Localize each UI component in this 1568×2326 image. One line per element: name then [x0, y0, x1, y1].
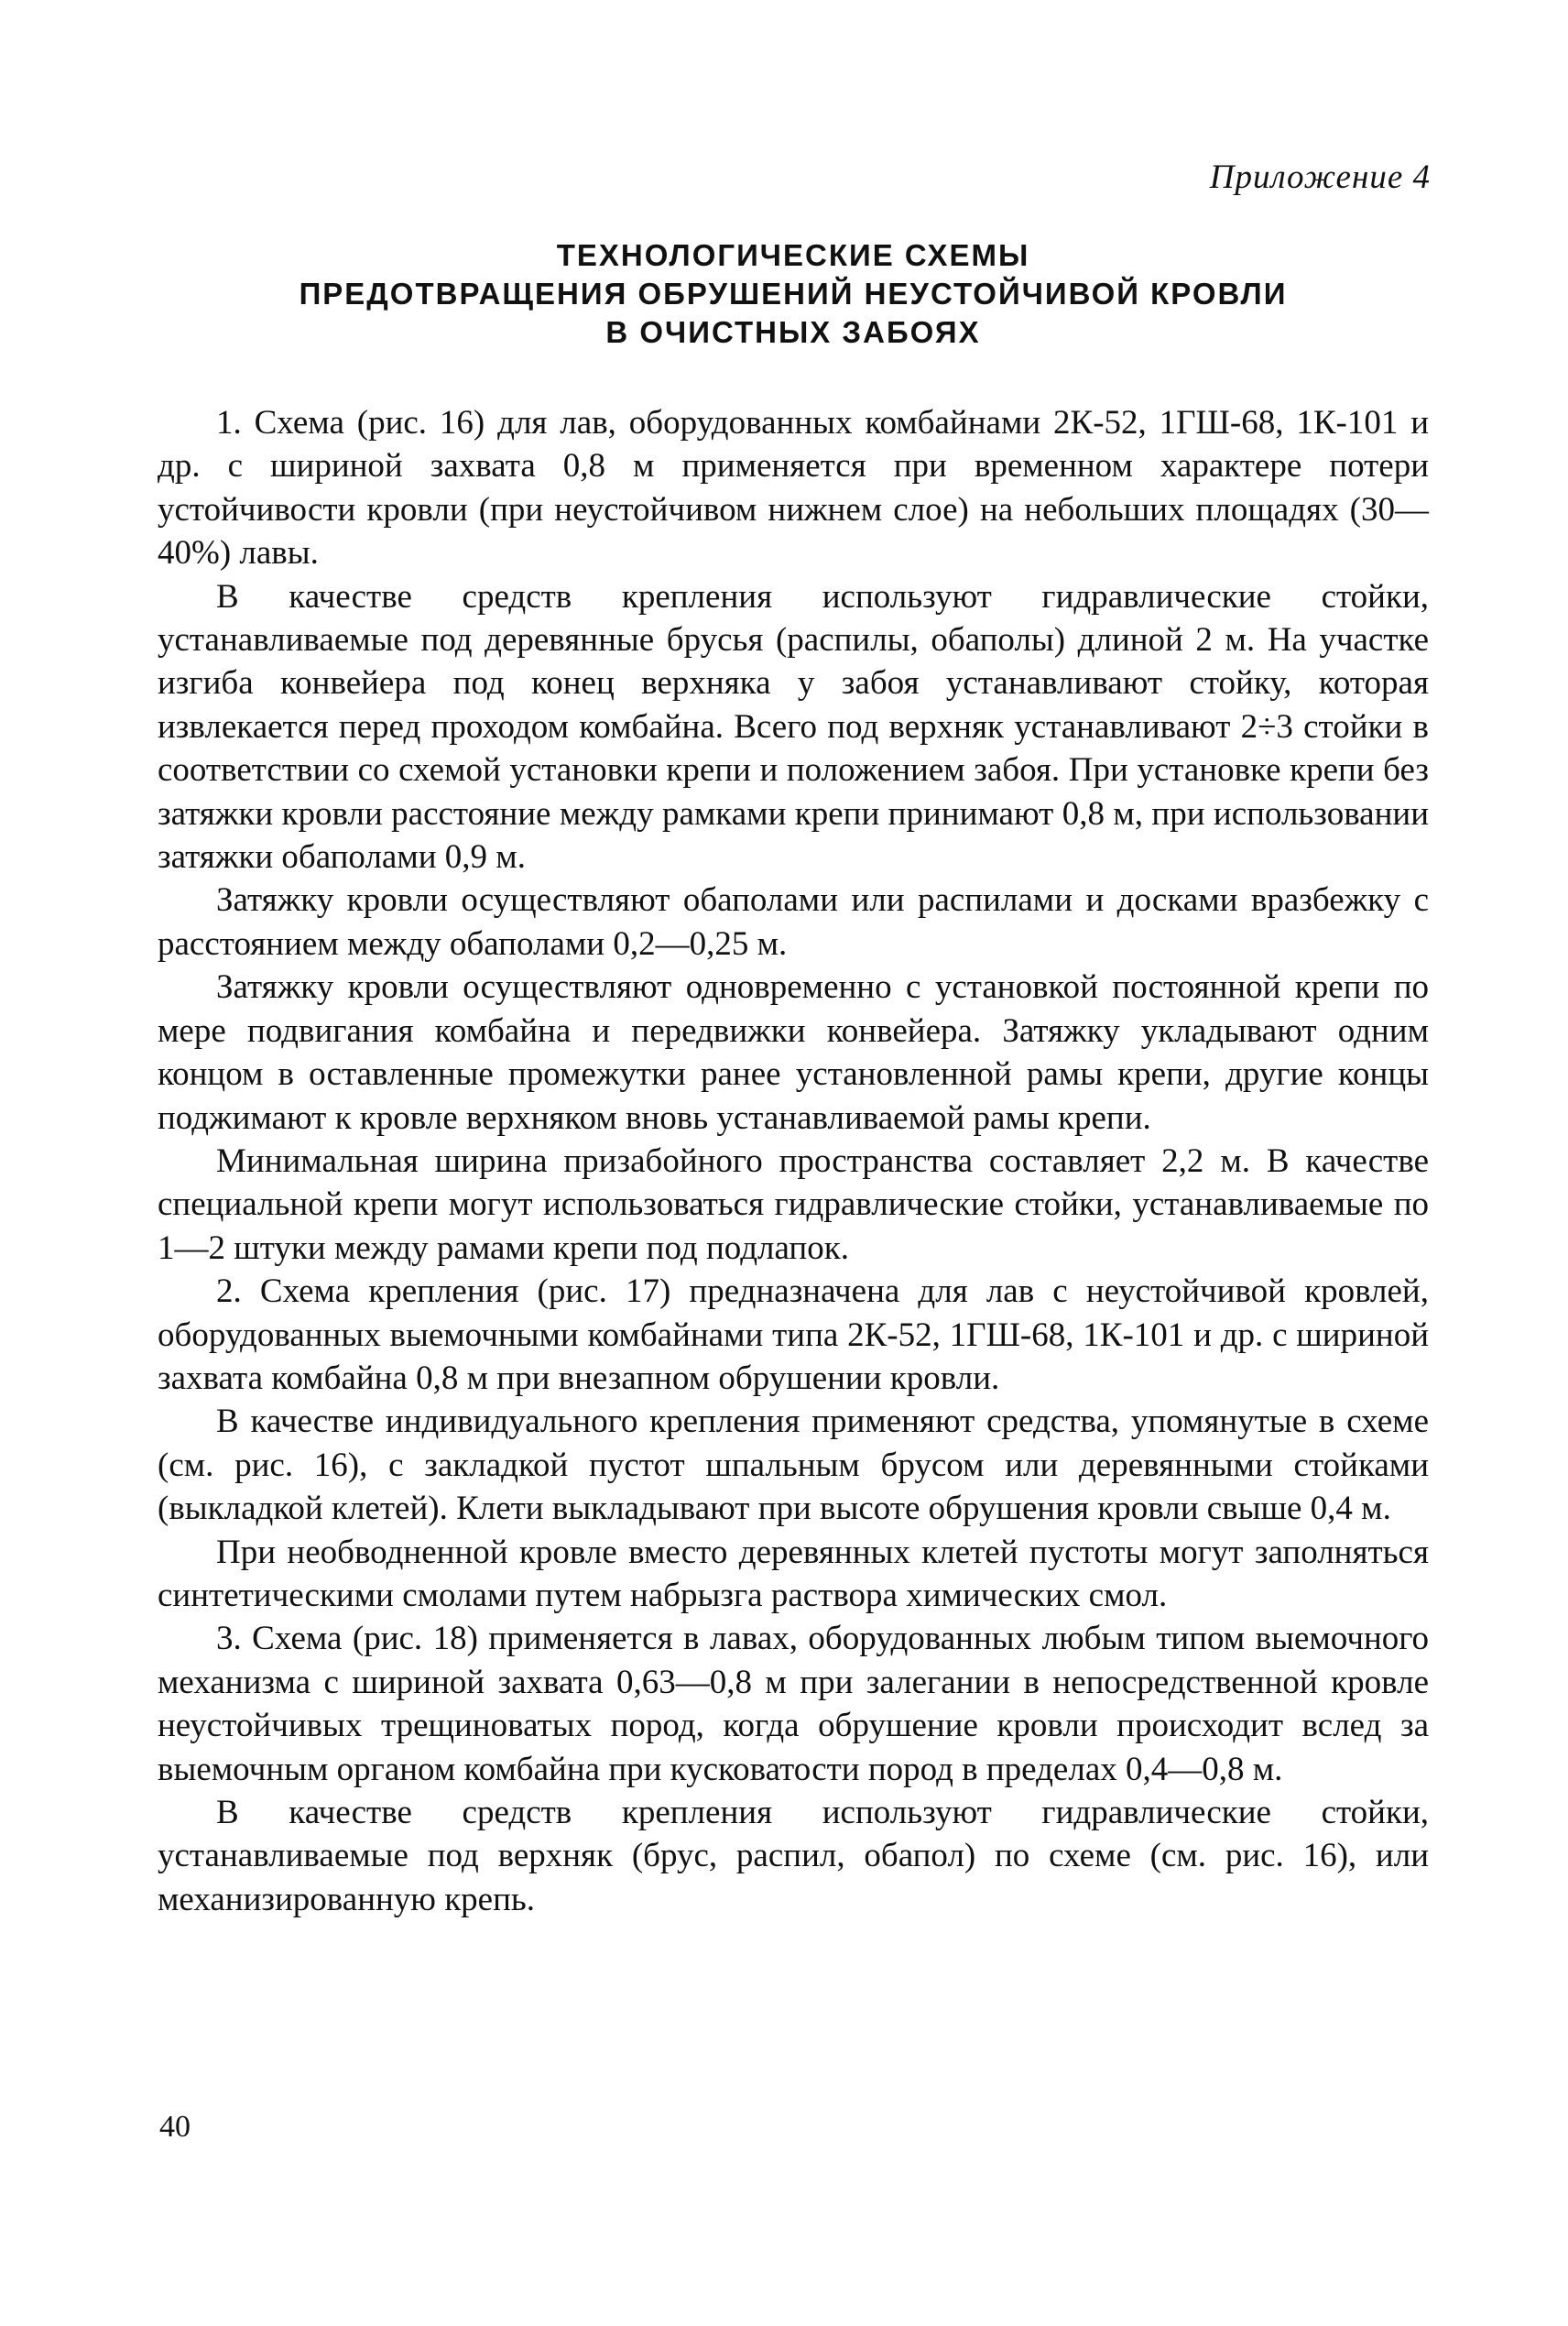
- title-line: ТЕХНОЛОГИЧЕСКИЕ СХЕМЫ: [556, 238, 1030, 272]
- title-line: ПРЕДОТВРАЩЕНИЯ ОБРУШЕНИЙ НЕУСТОЙЧИВОЙ КРОВЛИ: [299, 277, 1288, 311]
- paragraph-scheme-3-intro: 3. Схема (рис. 18) применяется в лавах, оборудованных любым типом выемочного механизма с шириной захвата 0,63—0,8 м при залегании в непосредственной кровле неустойчивых трещиноватых пород, когда обрушение кровли происходит вслед за выемочным органом комбайна при кусковатости пород в пределах 0,4—0,8 м.: [158, 1620, 1429, 1788]
- paragraph-scheme-1-intro: 1. Схема (рис. 16) для лав, оборудованных комбайнами 2К-52, 1ГШ-68, 1К-101 и др. с шириной захвата 0,8 м применяется при временном характере потери устойчивости кровли (при неустойчивом нижнем слое) на небольших площадях (30—40%) лавы.: [158, 404, 1429, 573]
- appendix-label: Приложение 4: [1209, 158, 1431, 196]
- document-title: [156, 236, 1431, 352]
- paragraph-support-means: В качестве средств крепления используют гидравлические стойки, устанавливаемые под деревянные брусья (распилы, обаполы) длиной 2 м. На участке изгиба конвейера под конец верхняка у забоя устанавливают стойку, которая извлекается перед проходом комбайна. Всего под верхняк устанавливают 2÷3 стойки в соответствии со схемой установки крепи и положением забоя. При установке крепи без затяжки кровли расстояние между рамками крепи принимают 0,8 м, при использовании затяжки обаполами 0,9 м.: [158, 577, 1429, 877]
- paragraph-scheme-2-intro: 2. Схема крепления (рис. 17) предназначена для лав с неустойчивой кровлей, оборудованных выемочными комбайнами типа 2К-52, 1ГШ-68, 1К-101 и др. с шириной захвата комбайна 0,8 м при внезапном обрушении кровли.: [158, 1272, 1429, 1397]
- body-text: [158, 401, 1429, 1921]
- paragraph-individual-support: В качестве индивидуального крепления применяют средства, упомянутые в схеме (см. рис. 16), с закладкой пустот шпальным брусом или деревянными стойками (выкладкой клетей). Клети выкладывают при высоте обрушения кровли свыше 0,4 м.: [158, 1403, 1429, 1528]
- paragraph-scheme-3-support: В качестве средств крепления используют гидравлические стойки, устанавливаемые под верхняк (брус, распил, обапол) по схеме (см. рис. 16), или механизированную крепь.: [158, 1794, 1429, 1918]
- paragraph-min-width: Минимальная ширина призабойного пространства составляет 2,2 м. В качестве специальной крепи могут использоваться гидравлические стойки, устанавливаемые по 1—2 штуки между рамами крепи под подлапок.: [158, 1141, 1429, 1267]
- paragraph-roof-lagging: Затяжку кровли осуществляют обаполами или распилами и досками вразбежку с расстоянием между обаполами 0,2—0,25 м.: [158, 881, 1429, 963]
- title-line: В ОЧИСТНЫХ ЗАБОЯХ: [605, 315, 981, 349]
- paragraph-lagging-procedure: Затяжку кровли осуществляют одновременно с установкой постоянной крепи по мере подвигания комбайна и передвижки конвейера. Затяжку укладывают одним концом в оставленные промежутки ранее установленной рамы крепи, другие концы поджимают к кровле верхняком вновь устанавливаемой рамы крепи.: [158, 968, 1429, 1137]
- page-number: 40: [159, 2110, 191, 2144]
- paragraph-resin-filling: При необводненной кровле вместо деревянных клетей пустоты могут заполняться синтетическими смолами путем набрызга раствора химических смол.: [158, 1533, 1429, 1614]
